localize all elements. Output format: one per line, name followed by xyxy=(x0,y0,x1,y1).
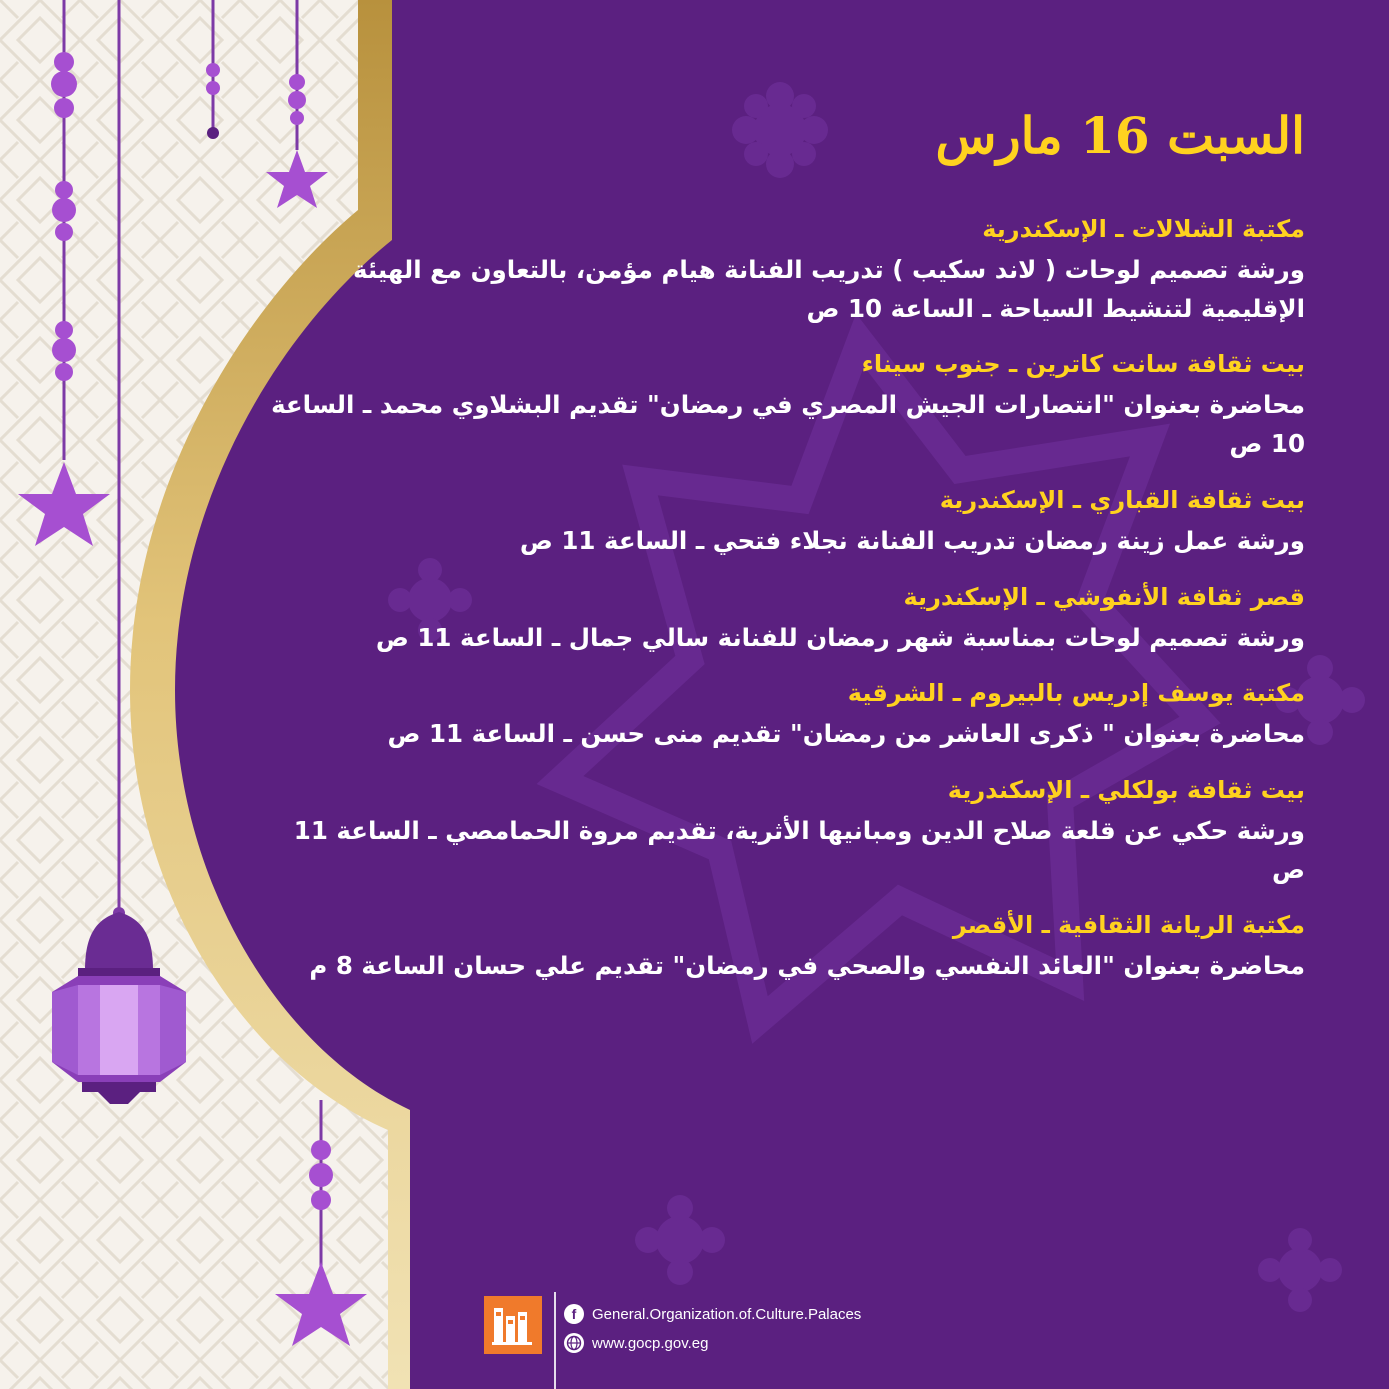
website-link[interactable] xyxy=(564,1333,708,1353)
facebook-label: General.Organization.of.Culture.Palaces xyxy=(592,1305,862,1323)
event-venue: بيت ثقافة القباري ـ الإسكندرية xyxy=(939,485,1305,514)
organization-logo xyxy=(484,1296,542,1354)
event-description: ورشة حكي عن قلعة صلاح الدين ومبانيها الأثرية، تقديم مروة الحمامصي ـ الساعة 11 ص xyxy=(293,815,1305,884)
event-description: محاضرة بعنوان " ذكرى العاشر من رمضان" تقديم منى حسن ـ الساعة 11 ص xyxy=(387,719,1305,749)
event-item xyxy=(260,482,1305,561)
footer-divider xyxy=(554,1292,556,1389)
facebook-icon: f xyxy=(564,1304,584,1324)
event-item xyxy=(260,675,1305,754)
event-description: ورشة تصميم لوحات ( لاند سكيب ) تدريب الفنانة هيام مؤمن، بالتعاون مع الهيئة الإقليمية لتنشيط السياحة ـ الساعة 10 ص xyxy=(352,255,1305,323)
event-description: محاضرة بعنوان "العائد النفسي والصحي في رمضان" تقديم علي حسان الساعة 8 م xyxy=(309,951,1305,981)
event-venue: مكتبة الريانة الثقافية ـ الأقصر xyxy=(952,911,1305,940)
event-venue: قصر ثقافة الأنفوشي ـ الإسكندرية xyxy=(903,582,1305,611)
event-venue: بيت ثقافة بولكلي ـ الإسكندرية xyxy=(947,775,1305,804)
event-venue: مكتبة الشلالات ـ الإسكندرية xyxy=(982,215,1305,243)
event-item xyxy=(260,579,1305,658)
event-description: ورشة عمل زينة رمضان تدريب الفنانة نجلاء فتحي ـ الساعة 11 ص xyxy=(519,525,1305,555)
event-venue: بيت ثقافة سانت كاترين ـ جنوب سيناء xyxy=(861,350,1305,379)
event-item xyxy=(260,907,1305,986)
event-item xyxy=(260,346,1305,463)
event-description: ورشة تصميم لوحات بمناسبة شهر رمضان للفنانة سالي جمال ـ الساعة 11 ص xyxy=(375,622,1305,652)
schedule-content xyxy=(260,108,1305,1004)
website-url: www.gocp.gov.eg xyxy=(592,1334,709,1352)
event-venue: مكتبة يوسف إدريس بالبيروم ـ الشرقية xyxy=(847,679,1305,708)
globe-icon xyxy=(564,1333,584,1353)
event-description: محاضرة بعنوان "انتصارات الجيش المصري في رمضان" تقديم البشلاوي محمد ـ الساعة 10 ص xyxy=(271,390,1305,459)
event-item xyxy=(260,772,1305,889)
date-title: السبت 16 مارس xyxy=(935,106,1305,165)
building-logo-icon xyxy=(490,1302,536,1348)
facebook-link[interactable] xyxy=(564,1304,861,1324)
event-item xyxy=(260,211,1305,328)
